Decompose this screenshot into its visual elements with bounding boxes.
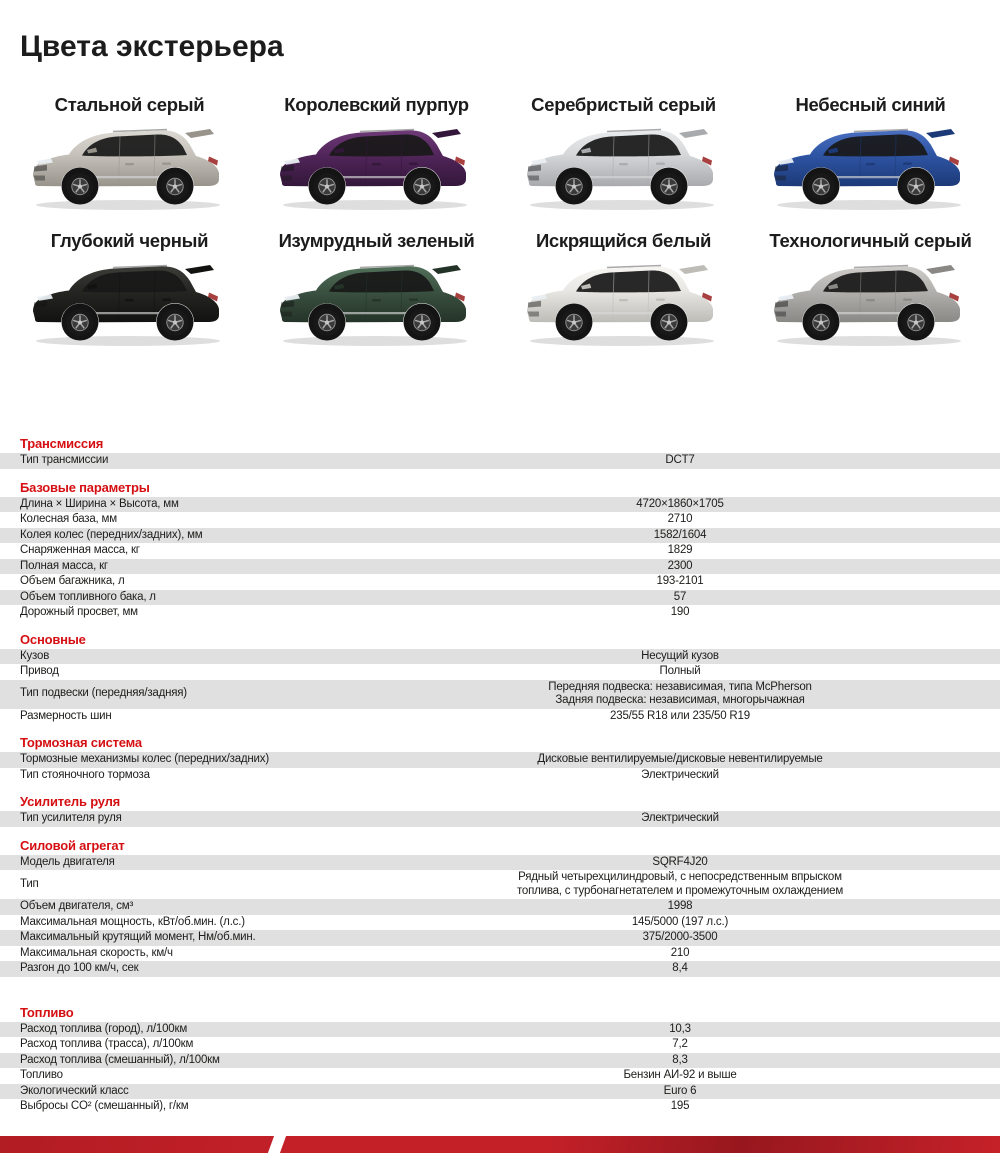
color-name: Технологичный серый [769, 230, 972, 251]
spec-row [0, 899, 1000, 915]
spec-label: Расход топлива (трасса), л/100км [20, 1038, 194, 1050]
spec-label: Снаряженная масса, кг [20, 544, 140, 556]
spec-row [0, 1099, 1000, 1115]
spec-row [0, 497, 1000, 513]
spec-value: 1998 [667, 900, 693, 912]
spec-row [0, 528, 1000, 544]
spec-value: Бензин АИ-92 и выше [623, 1069, 737, 1081]
spec-row [0, 709, 1000, 725]
spec-row [0, 680, 1000, 709]
spec-label: Тип подвески (передняя/задняя) [20, 687, 187, 700]
front-wheel [555, 304, 592, 341]
car-side-icon [268, 256, 486, 352]
spec-label: Модель двигателя [20, 855, 115, 868]
car-image [515, 256, 733, 352]
spec-label: Тормозные механизмы колес (передних/задних) [20, 753, 269, 765]
car-image [21, 256, 239, 352]
spec-row [0, 1068, 1000, 1084]
spec-label: Максимальный крутящий момент, Нм/об.мин. [20, 931, 256, 943]
front-wheel [308, 304, 345, 341]
spec-value: 1582/1604 [653, 528, 707, 541]
spec-row [0, 961, 1000, 977]
car-image [515, 120, 733, 216]
car-image [268, 120, 486, 216]
spec-label: Выбросы CO² (смешанный), г/км [20, 1100, 189, 1112]
spec-section [0, 733, 1000, 783]
color-name: Серебристый серый [531, 94, 716, 115]
rear-wheel [897, 304, 934, 341]
spec-value: 2710 [667, 513, 693, 525]
spec-section [0, 792, 1000, 827]
spec-label: Объем топливного бака, л [20, 590, 156, 603]
spec-value: 57 [673, 590, 687, 603]
front-wheel [555, 168, 592, 205]
spec-label: Максимальная скорость, км/ч [20, 946, 173, 959]
front-wheel [802, 304, 839, 341]
spec-value: DCT7 [665, 454, 695, 466]
spec-label: Объем двигателя, см³ [20, 900, 134, 912]
spec-label: Расход топлива (смешанный), л/100км [20, 1053, 220, 1066]
car-side-icon [762, 120, 980, 216]
exterior-color-item [10, 94, 249, 216]
rear-wheel [403, 304, 440, 341]
spec-label: Полная масса, кг [20, 559, 108, 572]
spec-value: Электрический [641, 768, 719, 781]
spec-row [0, 811, 1000, 827]
exterior-color-item [257, 230, 496, 352]
spec-section [0, 434, 1000, 469]
front-wheel [61, 304, 98, 341]
front-wheel [61, 168, 98, 205]
color-name: Глубокий черный [50, 230, 209, 251]
spec-value: 2300 [667, 559, 693, 572]
spec-section-title: Базовые параметры [20, 479, 150, 495]
spec-row [0, 574, 1000, 590]
car-side-icon [762, 256, 980, 352]
spec-section-title: Трансмиссия [20, 436, 104, 451]
spec-row [0, 512, 1000, 528]
spec-value: Рядный четырехцилиндровый, с непосредственным впрыском топлива, с турбонагнетателем и промежуточным охлаждением [516, 871, 844, 897]
color-name: Изумрудный зеленый [278, 230, 475, 251]
spec-label: Размерность шин [20, 709, 112, 722]
exterior-color-item [257, 94, 496, 216]
spec-value: 8,4 [672, 962, 688, 974]
spec-row [0, 590, 1000, 606]
spec-row [0, 1037, 1000, 1053]
car-image [762, 120, 980, 216]
spec-row [0, 559, 1000, 575]
spec-label: Расход топлива (город), л/100км [20, 1022, 188, 1035]
spec-value: 235/55 R18 или 235/50 R19 [610, 709, 750, 722]
spec-value: Несущий кузов [641, 649, 719, 662]
spec-label: Экологический класс [20, 1084, 129, 1097]
spec-value: 1829 [667, 544, 693, 556]
color-name: Небесный синий [795, 94, 946, 115]
spec-value: 145/5000 (197 л.с.) [631, 915, 729, 928]
car-side-icon [21, 120, 239, 216]
rear-wheel [156, 304, 193, 341]
spec-label: Топливо [20, 1069, 63, 1081]
rear-wheel [650, 168, 687, 205]
spec-row [0, 649, 1000, 665]
exterior-color-item [504, 230, 743, 352]
spec-value: Euro 6 [663, 1084, 697, 1097]
spec-label: Дорожный просвет, мм [20, 606, 138, 618]
car-side-icon [515, 120, 733, 216]
exterior-color-item [751, 94, 990, 216]
spec-row [0, 605, 1000, 621]
car-side-icon [268, 120, 486, 216]
footer-slash-decoration [268, 1135, 287, 1154]
footer-accent-bar [0, 1136, 1000, 1153]
spec-row [0, 768, 1000, 784]
exterior-color-item [10, 230, 249, 352]
spec-value: 190 [670, 606, 690, 618]
car-side-icon [515, 256, 733, 352]
color-name: Королевский пурпур [284, 94, 469, 115]
color-name: Стальной серый [54, 94, 205, 115]
exterior-colors-grid [10, 94, 990, 352]
spec-row [0, 664, 1000, 680]
spec-section [0, 478, 1000, 621]
spec-row [0, 855, 1000, 871]
spec-value: 7,2 [672, 1038, 688, 1050]
spec-value: 195 [670, 1100, 690, 1112]
spec-label: Длина × Ширина × Высота, мм [20, 497, 179, 510]
spec-value: 8,3 [672, 1053, 688, 1066]
spec-section-title: Усилитель руля [20, 794, 121, 809]
spec-row [0, 915, 1000, 931]
spec-label: Колея колес (передних/задних), мм [20, 528, 203, 541]
spec-value: 193-2101 [656, 575, 704, 587]
spec-label: Кузов [20, 649, 50, 662]
spec-row [0, 752, 1000, 768]
spec-value: Передняя подвеска: независимая, типа McPherson Задняя подвеска: независимая, многорычажная [548, 680, 812, 706]
spec-label: Максимальная мощность, кВт/об.мин. (л.с.) [20, 915, 245, 928]
spec-row [0, 1022, 1000, 1038]
car-image [268, 256, 486, 352]
spec-value: SQRF4J20 [652, 855, 708, 868]
spec-row [0, 930, 1000, 946]
spec-label: Тип трансмиссии [20, 454, 109, 466]
spec-section [0, 1003, 1000, 1115]
rear-wheel [897, 168, 934, 205]
spec-value: 375/2000-3500 [642, 931, 718, 943]
spec-label: Колесная база, мм [20, 513, 117, 525]
specs-table [0, 434, 1000, 1115]
front-wheel [308, 168, 345, 205]
spec-section-title: Силовой агрегат [20, 837, 125, 853]
spec-section-title: Основные [20, 631, 86, 647]
spec-value: 10,3 [669, 1022, 691, 1035]
spec-row [0, 1053, 1000, 1069]
spec-value: Полный [659, 665, 701, 677]
spec-label: Тип усилителя руля [20, 812, 122, 824]
spec-section [0, 630, 1000, 725]
spec-value: 210 [670, 946, 690, 959]
exterior-color-item [751, 230, 990, 352]
spec-row [0, 870, 1000, 899]
rear-wheel [650, 304, 687, 341]
spec-row [0, 453, 1000, 469]
spec-label: Тип [20, 877, 39, 890]
spec-label: Разгон до 100 км/ч, сек [20, 962, 139, 974]
color-name: Искрящийся белый [535, 230, 712, 251]
page-title: Цвета экстерьера [20, 30, 284, 63]
spec-section-title: Тормозная система [20, 735, 142, 750]
brochure-page [0, 30, 1000, 1165]
spec-section [0, 836, 1000, 977]
rear-wheel [403, 168, 440, 205]
spec-value: Дисковые вентилируемые/дисковые невентилируемые [537, 753, 823, 765]
car-side-icon [21, 256, 239, 352]
spec-row [0, 946, 1000, 962]
spec-value: 4720×1860×1705 [636, 497, 724, 510]
spec-label: Привод [20, 665, 59, 677]
car-image [762, 256, 980, 352]
spec-row [0, 1084, 1000, 1100]
spec-label: Тип стояночного тормоза [20, 768, 150, 781]
rear-wheel [156, 168, 193, 205]
front-wheel [802, 168, 839, 205]
spec-row [0, 543, 1000, 559]
car-image [21, 120, 239, 216]
spec-value: Электрический [641, 812, 719, 824]
spec-section-title: Топливо [20, 1004, 74, 1020]
exterior-color-item [504, 94, 743, 216]
spec-label: Объем багажника, л [20, 575, 125, 587]
